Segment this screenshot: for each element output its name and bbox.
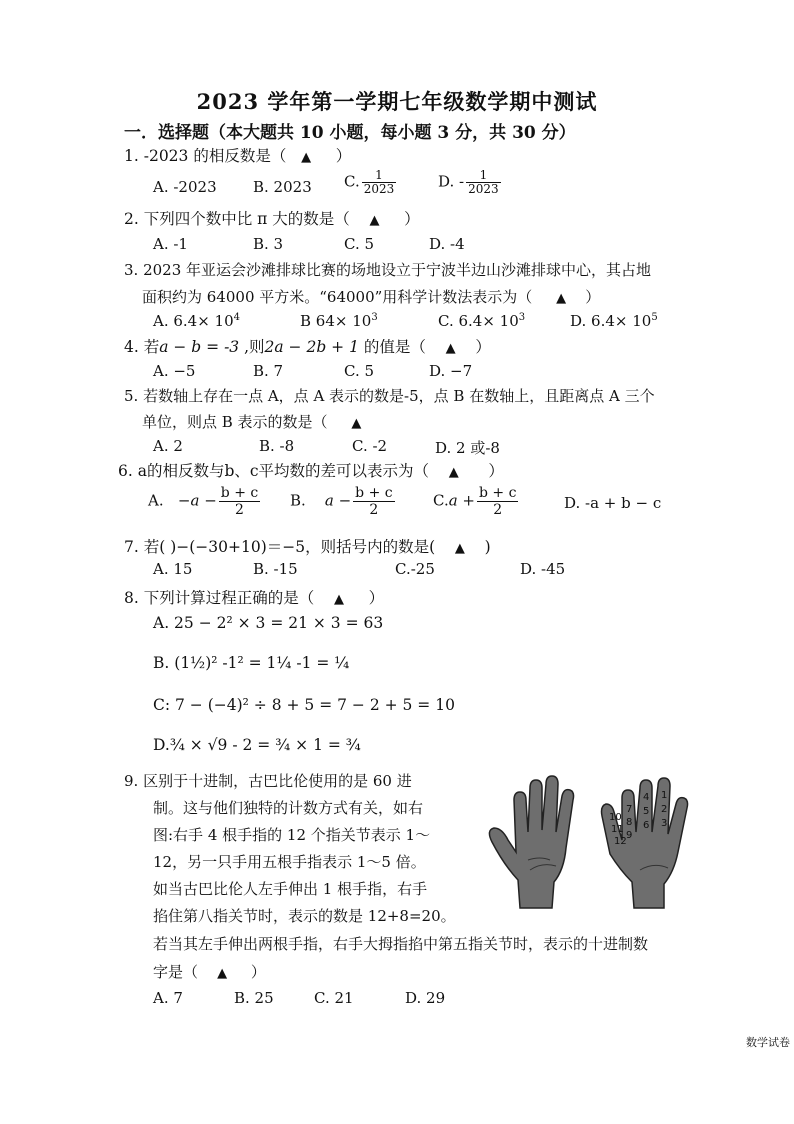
q4-option-b: B. 7 <box>253 362 284 380</box>
q3-option-b: B $64\times 10^3$ <box>300 312 378 330</box>
q2-option-c: C. 5 <box>344 235 375 253</box>
q9-option-c: C. 21 <box>314 989 354 1007</box>
fraction-denominator: 2023 <box>363 182 395 196</box>
answer-placeholder: ▲ <box>556 291 567 306</box>
segment-label: 12 <box>614 836 627 847</box>
q8-option-b: B. (1½)² -1² = 1¼ -1 = ¼ <box>153 654 350 672</box>
question-1: 1. -2023 的相反数是（ ▲ ） <box>124 147 352 165</box>
q2-option-d: D. -4 <box>429 235 465 253</box>
segment-label: 3 <box>661 818 668 829</box>
segment-label: 9 <box>626 830 633 841</box>
answer-placeholder: ▲ <box>445 341 456 356</box>
segment-label: 7 <box>626 804 633 815</box>
q9-option-a: A. 7 <box>153 989 183 1007</box>
segment-label: 5 <box>643 806 650 817</box>
q6-option-a: A. −a − $\frac{b + c}{2}$ <box>148 485 259 518</box>
q5-option-a: A. 2 <box>153 437 183 455</box>
q7-option-b: B. -15 <box>253 560 298 578</box>
segment-label: 8 <box>626 817 633 828</box>
q4-option-a: A. −5 <box>153 362 196 380</box>
q3-option-c: C. $6.4\times 10^3$ <box>438 312 526 330</box>
question-7: 7. 若( )−(−30+10)＝−5，则括号内的数是( ▲ ) <box>124 538 491 556</box>
question-3-line-1: 3. 2023 年亚运会沙滩排球比赛的场地设立于宁波半边山沙滩排球中心，其占地 <box>124 261 652 279</box>
answer-placeholder: ▲ <box>369 213 380 228</box>
q8-option-d: D.¾ × √9 - 2 = ¾ × 1 = ¾ <box>153 736 361 754</box>
segment-label: 2 <box>661 804 668 815</box>
segment-label: 1 <box>661 790 668 801</box>
q8-option-a: A. 25 − 2² × 3 = 21 × 3 = 63 <box>153 614 384 632</box>
q5-option-b: B. -8 <box>259 437 295 455</box>
q7-option-a: A. 15 <box>153 560 193 578</box>
page-footer: 数学试卷 <box>746 1036 790 1049</box>
question-6: 6. a的相反数与b、c平均数的差可以表示为（ ▲ ） <box>118 462 504 480</box>
q1-option-c: C. $\frac{1}{2023}$ <box>344 168 395 196</box>
answer-placeholder: ▲ <box>217 966 228 981</box>
hands-illustration <box>484 770 718 910</box>
segment-label: 6 <box>643 820 650 831</box>
q6-option-b: B. a − $\frac{b + c}{2}$ <box>290 485 393 518</box>
question-5-line-2: 单位，则点 B 表示的数是（ ▲ <box>142 413 362 431</box>
answer-placeholder: ▲ <box>301 150 312 165</box>
q8-option-c: C: 7 − (−4)² ÷ 8 + 5 = 7 − 2 + 5 = 10 <box>153 696 455 714</box>
segment-label: 10 <box>609 812 622 823</box>
question-9-line-5: 如当古巴比伦人左手伸出 1 根手指，右手 <box>153 880 428 898</box>
answer-placeholder: ▲ <box>351 416 362 431</box>
q9-option-d: D. 29 <box>405 989 446 1007</box>
q1-option-d: D. - $\frac{1}{2023}$ <box>438 168 499 196</box>
question-9-line-7: 若当其左手伸出两根手指，右手大拇指掐中第五指关节时，表示的十进制数 <box>153 935 649 953</box>
section-heading: 一．选择题（本大题共 10 小题，每小题 3 分，共 30 分） <box>124 123 576 143</box>
q3-option-d: D. $6.4\times 10^5$ <box>570 312 658 330</box>
fraction-numerator: 1 <box>362 169 397 183</box>
answer-placeholder: ▲ <box>333 592 344 607</box>
segment-label: 4 <box>643 792 650 803</box>
q2-option-b: B. 3 <box>253 235 284 253</box>
question-5-line-1: 5. 若数轴上存在一点 A，点 A 表示的数是-5，点 B 在数轴上，且距离点 A 三个 <box>124 387 655 405</box>
question-9-line-6: 掐住第八指关节时，表示的数是 12+8=20。 <box>153 907 456 925</box>
question-4: 4. 若a − b = -3 ,则2a − 2b + 1 的值是（ ▲ ） <box>124 338 491 356</box>
answer-placeholder: ▲ <box>448 465 459 480</box>
question-1-stem: 1. -2023 的相反数是（ <box>124 147 287 165</box>
q6-option-d: D. -a + b − c <box>564 494 662 512</box>
question-9-line-3: 图:右手 4 根手指的 12 个指关节表示 1～ <box>153 826 431 844</box>
q4-option-d: D. −7 <box>429 362 473 380</box>
q6-option-c: C.a + $\frac{b + c}{2}$ <box>433 485 517 518</box>
q1-option-b: B. 2023 <box>253 178 312 196</box>
question-9-line-4: 12，另一只手用五根手指表示 1～5 倍。 <box>153 853 426 871</box>
q7-option-d: D. -45 <box>520 560 566 578</box>
question-9-line-1: 9. 区别于十进制，古巴比伦使用的是 60 进 <box>124 772 412 790</box>
question-2: 2. 下列四个数中比 π 大的数是（ ▲ ） <box>124 210 420 228</box>
q5-option-c: C. -2 <box>352 437 388 455</box>
fraction-denominator: 2023 <box>468 182 499 196</box>
answer-placeholder: ▲ <box>454 541 465 556</box>
q5-option-d: D. 2 或-8 <box>435 439 500 457</box>
question-9-line-8: 字是（ ▲ ） <box>153 963 266 981</box>
left-hand <box>489 776 573 908</box>
page-title: 2023 学年第一学期七年级数学期中测试 <box>196 89 598 114</box>
question-8: 8. 下列计算过程正确的是（ ▲ ） <box>124 589 385 607</box>
q4-option-c: C. 5 <box>344 362 375 380</box>
q1-option-a: A. -2023 <box>153 178 217 196</box>
q3-option-a: A. $6.4\times 10^4$ <box>153 312 241 330</box>
fraction-numerator: 1 <box>466 169 501 183</box>
q7-option-c: C.-25 <box>395 560 435 578</box>
question-9-line-2: 制。这与他们独特的计数方式有关，如右 <box>153 799 424 817</box>
question-3-line-2: 面积约为 64000 平方米。“64000”用科学计数法表示为（ ▲ ） <box>142 288 601 306</box>
q2-option-a: A. -1 <box>153 235 188 253</box>
segment-label: 11 <box>611 824 624 835</box>
q9-option-b: B. 25 <box>234 989 274 1007</box>
